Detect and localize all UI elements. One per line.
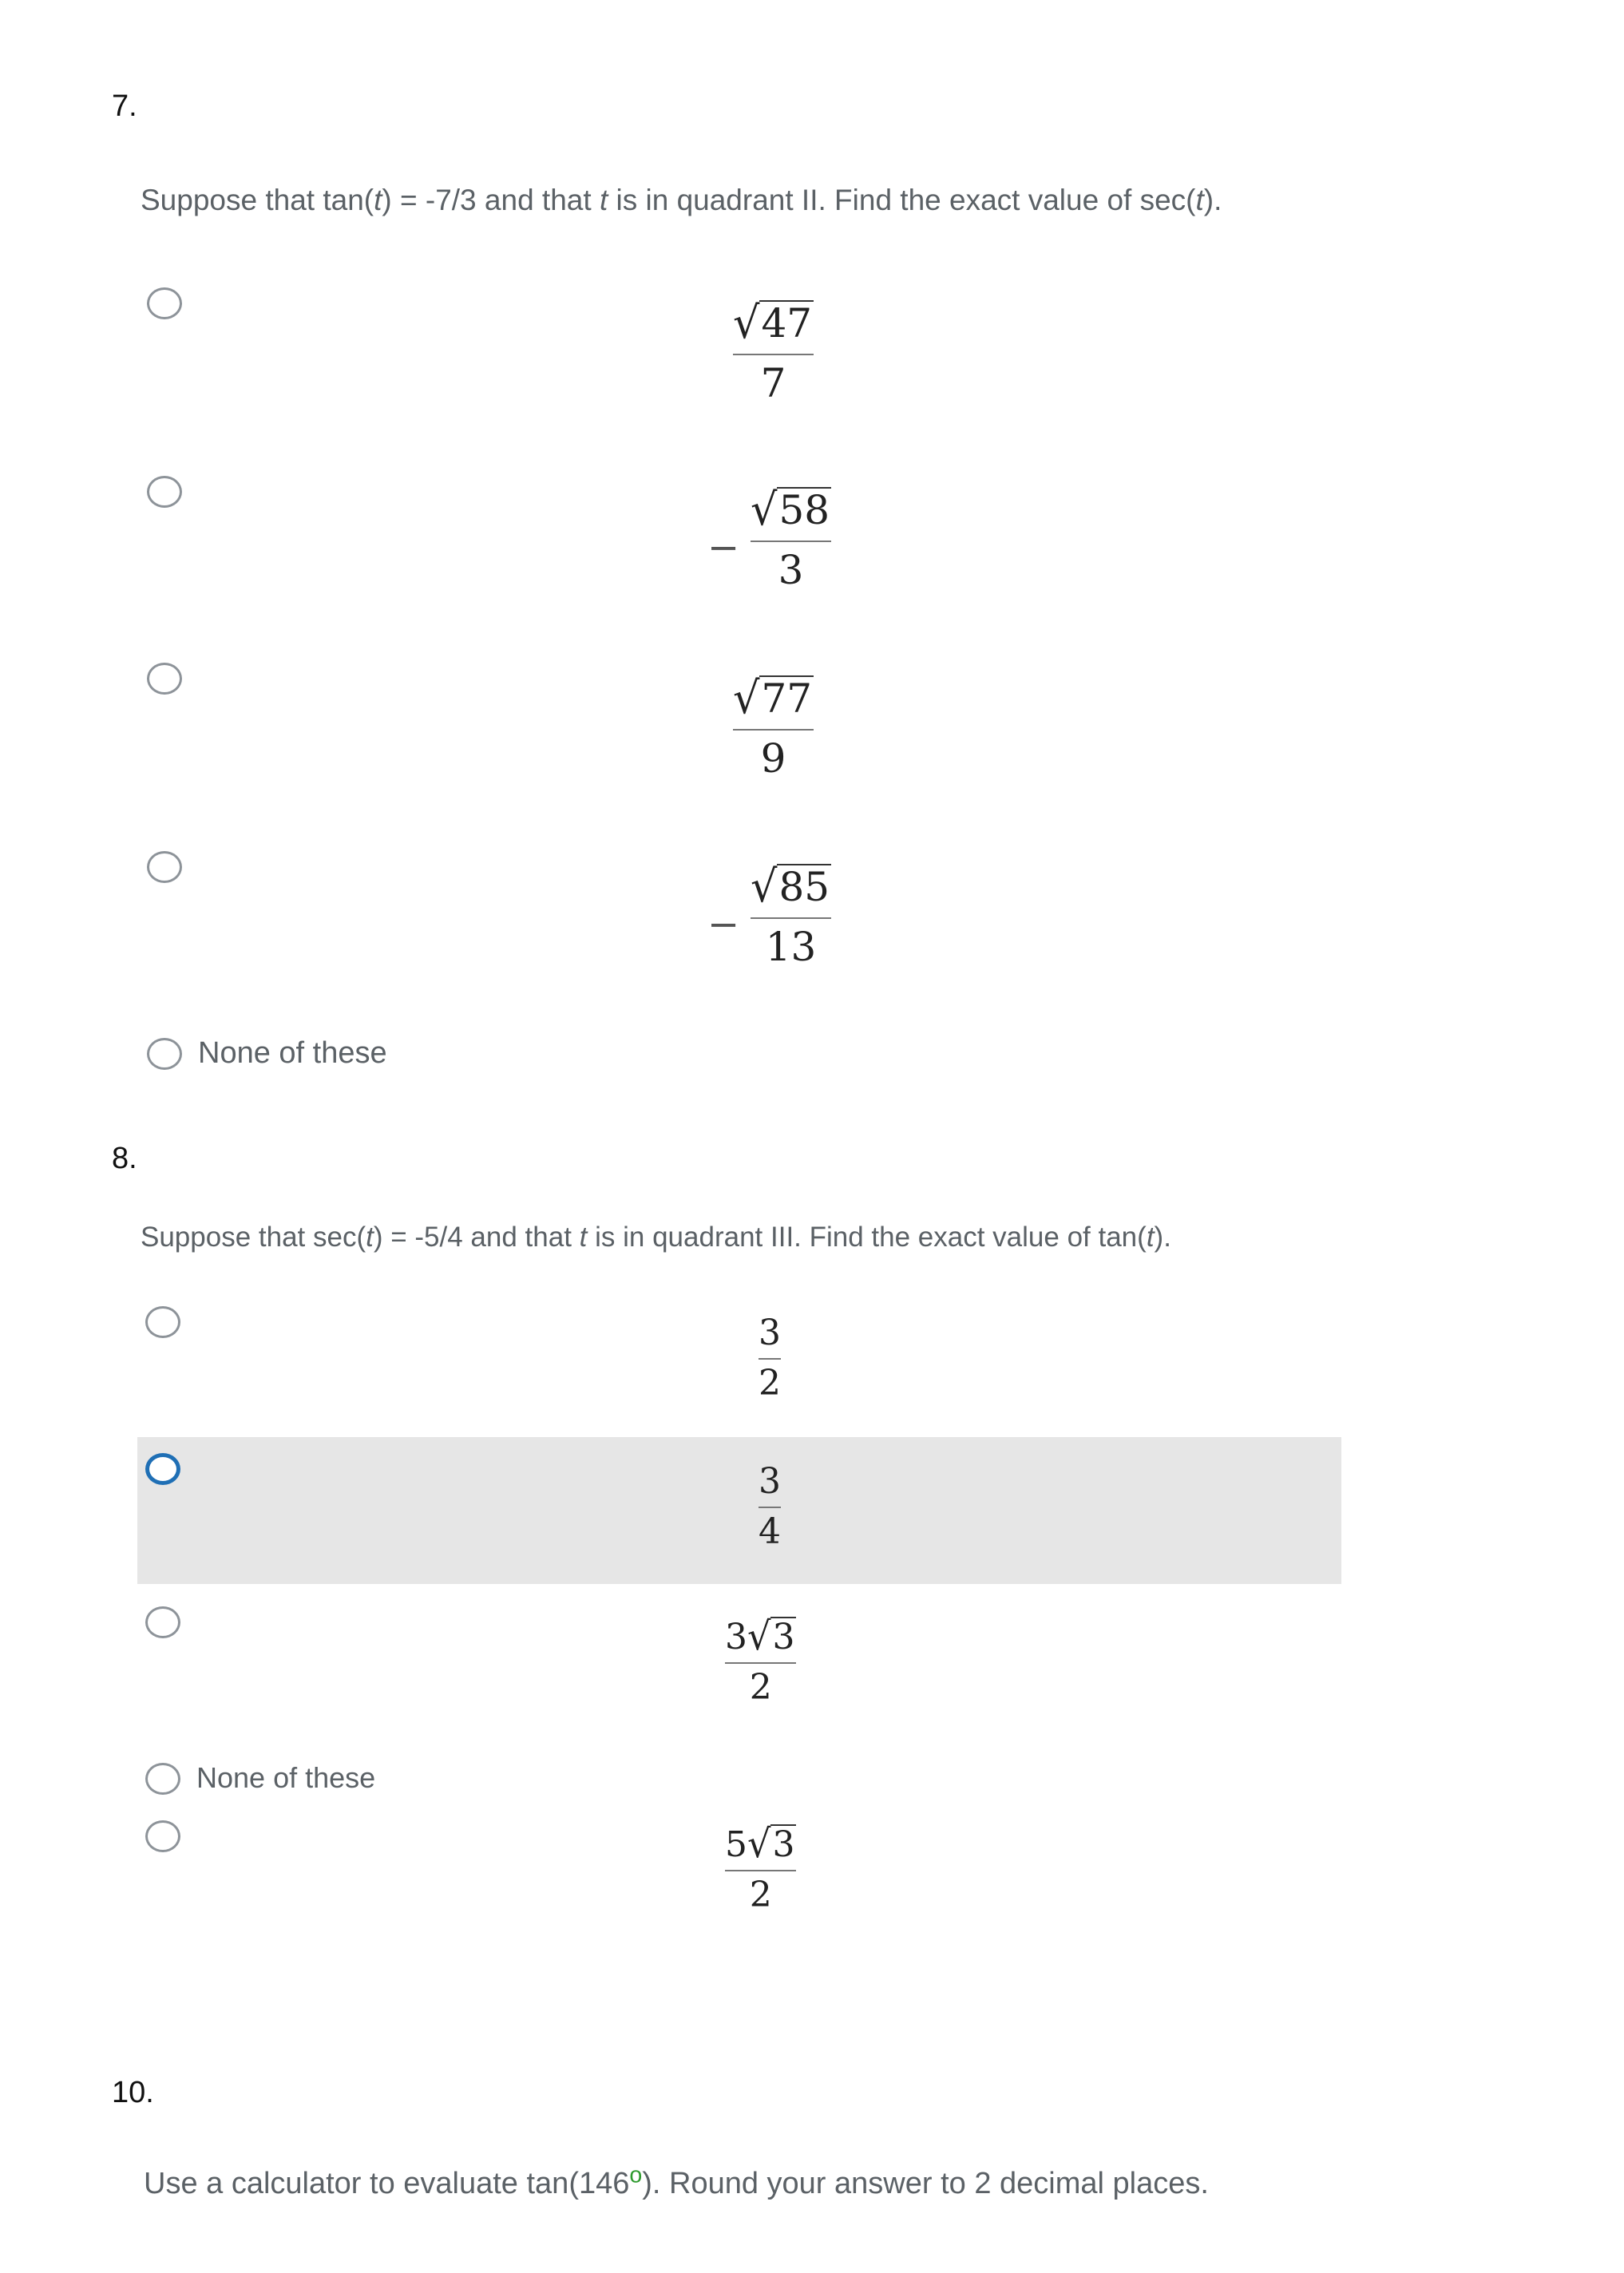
- q8-option-c-fraction: 3√3 2: [725, 1613, 795, 1708]
- question-8-number: 8.: [112, 1142, 137, 1175]
- prompt-text: is in quadrant III. Find the exact value of tan(: [587, 1222, 1147, 1253]
- prompt-text: Suppose that sec(: [141, 1222, 366, 1253]
- q8-option-a-radio[interactable]: [145, 1306, 180, 1338]
- denominator: 2: [749, 1667, 772, 1708]
- q7-none-radio[interactable]: [147, 1038, 182, 1070]
- q8-option-c-radio[interactable]: [145, 1606, 180, 1638]
- q7-option-b-fraction: √58 3: [751, 484, 830, 593]
- prompt-text: is in quadrant II. Find the exact value of sec(: [608, 184, 1196, 216]
- q7-option-d-fraction: √85 13: [751, 861, 830, 970]
- radicand: 85: [778, 864, 830, 910]
- prompt-variable: t: [1195, 184, 1204, 216]
- q7-option-c-radio[interactable]: [147, 663, 182, 695]
- coefficient: 3: [725, 1617, 747, 1657]
- radicand: 3: [772, 1824, 795, 1865]
- numerator: 3: [759, 1461, 781, 1502]
- q8-none-radio[interactable]: [145, 1763, 180, 1795]
- prompt-text: ). Round your answer to 2 decimal places.: [642, 2167, 1209, 2200]
- denominator: 9: [760, 735, 786, 782]
- question-7-prompt: [141, 184, 1222, 217]
- q7-option-a-fraction: √47 7: [733, 297, 813, 406]
- prompt-text: ).: [1154, 1222, 1171, 1253]
- q8-option-d-fraction: 5√3 2: [725, 1820, 795, 1915]
- q8-option-b-radio[interactable]: [145, 1453, 180, 1485]
- question-7-number: 7.: [112, 89, 137, 123]
- q7-option-d-radio[interactable]: [147, 851, 182, 883]
- prompt-text: Suppose that tan(: [141, 184, 374, 216]
- radicand: 3: [772, 1617, 795, 1657]
- question-10-prompt: [144, 2162, 1209, 2201]
- radicand: 47: [761, 300, 813, 346]
- denominator: 3: [778, 547, 804, 593]
- negative-sign: −: [707, 525, 740, 570]
- question-10-number: 10.: [112, 2076, 154, 2109]
- prompt-variable: t: [374, 184, 382, 216]
- q7-option-a-radio[interactable]: [147, 287, 182, 319]
- q7-option-b-radio[interactable]: [147, 476, 182, 508]
- radicand: 77: [761, 675, 813, 722]
- radicand: 58: [778, 487, 830, 533]
- prompt-text: ).: [1203, 184, 1222, 216]
- question-8-prompt: [141, 1222, 1171, 1253]
- hovered-option-row[interactable]: [137, 1437, 1341, 1584]
- coefficient: 5: [725, 1824, 747, 1865]
- prompt-text: ) = -5/4 and that: [373, 1222, 580, 1253]
- denominator: 4: [759, 1511, 781, 1552]
- prompt-variable: t: [579, 1222, 588, 1253]
- q8-option-d-radio[interactable]: [145, 1820, 180, 1852]
- denominator: 7: [760, 360, 786, 406]
- negative-sign: −: [707, 902, 740, 947]
- denominator: 2: [759, 1363, 781, 1404]
- prompt-text: Use a calculator to evaluate tan(146: [144, 2167, 630, 2200]
- prompt-variable: t: [599, 184, 608, 216]
- q7-none-label: None of these: [198, 1036, 387, 1070]
- denominator: 13: [765, 924, 817, 970]
- q8-none-label: None of these: [196, 1761, 376, 1794]
- degree-symbol: o: [629, 2162, 643, 2188]
- denominator: 2: [749, 1875, 772, 1915]
- prompt-variable: t: [366, 1222, 374, 1253]
- numerator: 3: [759, 1313, 781, 1353]
- q8-option-b-fraction: [759, 1461, 781, 1552]
- q8-option-a-fraction: [759, 1313, 781, 1404]
- prompt-text: ) = -7/3 and that: [382, 184, 600, 216]
- q7-option-c-fraction: √77 9: [733, 672, 813, 782]
- prompt-variable: t: [1146, 1222, 1155, 1253]
